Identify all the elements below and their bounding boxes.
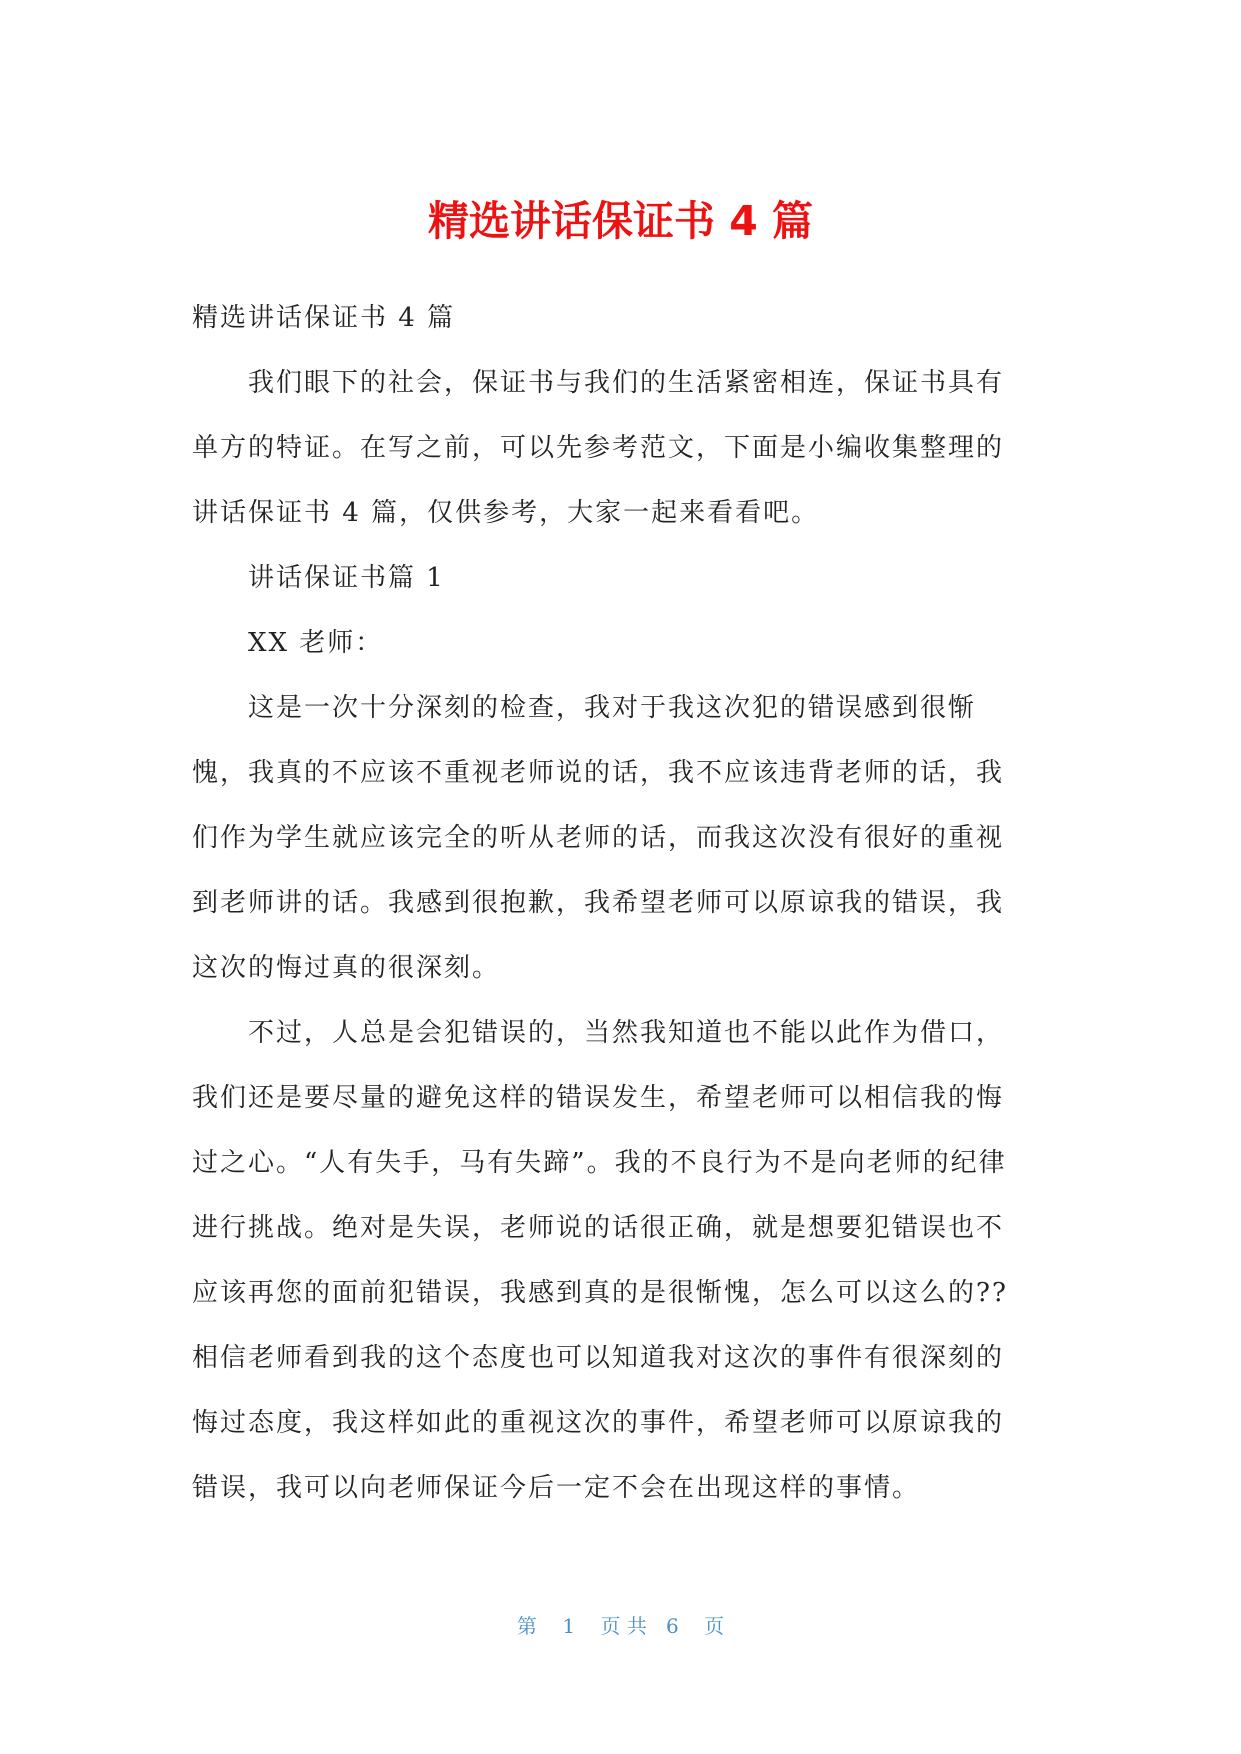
body-line: 相信老师看到我的这个态度也可以知道我对这次的事件有很深刻的 (192, 1343, 1005, 1373)
document-body (192, 286, 1054, 1521)
section-heading: 讲话保证书篇 1 (248, 563, 445, 593)
body-line: 进行挑战。绝对是失误，老师说的话很正确，就是想要犯错误也不 (192, 1213, 1005, 1243)
page-footer (0, 1612, 1241, 1640)
body-line: 这是一次十分深刻的检查，我对于我这次犯的错误感到很惭 (248, 693, 977, 723)
body-line: 我们还是要尽量的避免这样的错误发生，希望老师可以相信我的悔 (192, 1083, 1005, 1113)
body-line: 愧，我真的不应该不重视老师说的话，我不应该违背老师的话，我 (192, 758, 1005, 788)
body-line: 不过，人总是会犯错误的，当然我知道也不能以此作为借口， (248, 1018, 1005, 1048)
body-line: 这次的悔过真的很深刻。 (192, 953, 501, 983)
footer-middle: 页 共 (600, 1614, 647, 1638)
footer-page-number: 1 (562, 1614, 576, 1638)
body-line: 讲话保证书 4 篇，仅供参考，大家一起来看看吧。 (192, 498, 820, 528)
footer-total-pages: 6 (665, 1614, 679, 1638)
footer-prefix: 第 (516, 1614, 537, 1638)
document-title: 精选讲话保证书 4 篇 (427, 197, 814, 245)
body-line: 到老师讲的话。我感到很抱歉，我希望老师可以原谅我的错误，我 (192, 888, 1005, 918)
body-line: 单方的特证。在写之前，可以先参考范文，下面是小编收集整理的 (192, 433, 1005, 463)
body-line: 错误，我可以向老师保证今后一定不会在出现这样的事情。 (192, 1473, 921, 1503)
body-line: 应该再您的面前犯错误，我感到真的是很惭愧，怎么可以这么的?? (192, 1278, 1008, 1308)
body-line: 们作为学生就应该完全的听从老师的话，而我这次没有很好的重视 (192, 823, 1005, 853)
salutation: XX 老师： (248, 628, 384, 658)
body-line: 过之心。“人有失手，马有失蹄”。我的不良行为不是向老师的纪律 (192, 1148, 1007, 1178)
footer-suffix: 页 (704, 1614, 725, 1638)
body-line: 我们眼下的社会，保证书与我们的生活紧密相连，保证书具有 (248, 368, 1005, 398)
body-line: 精选讲话保证书 4 篇 (192, 303, 456, 333)
body-line: 悔过态度，我这样如此的重视这次的事件，希望老师可以原谅我的 (192, 1408, 1005, 1438)
